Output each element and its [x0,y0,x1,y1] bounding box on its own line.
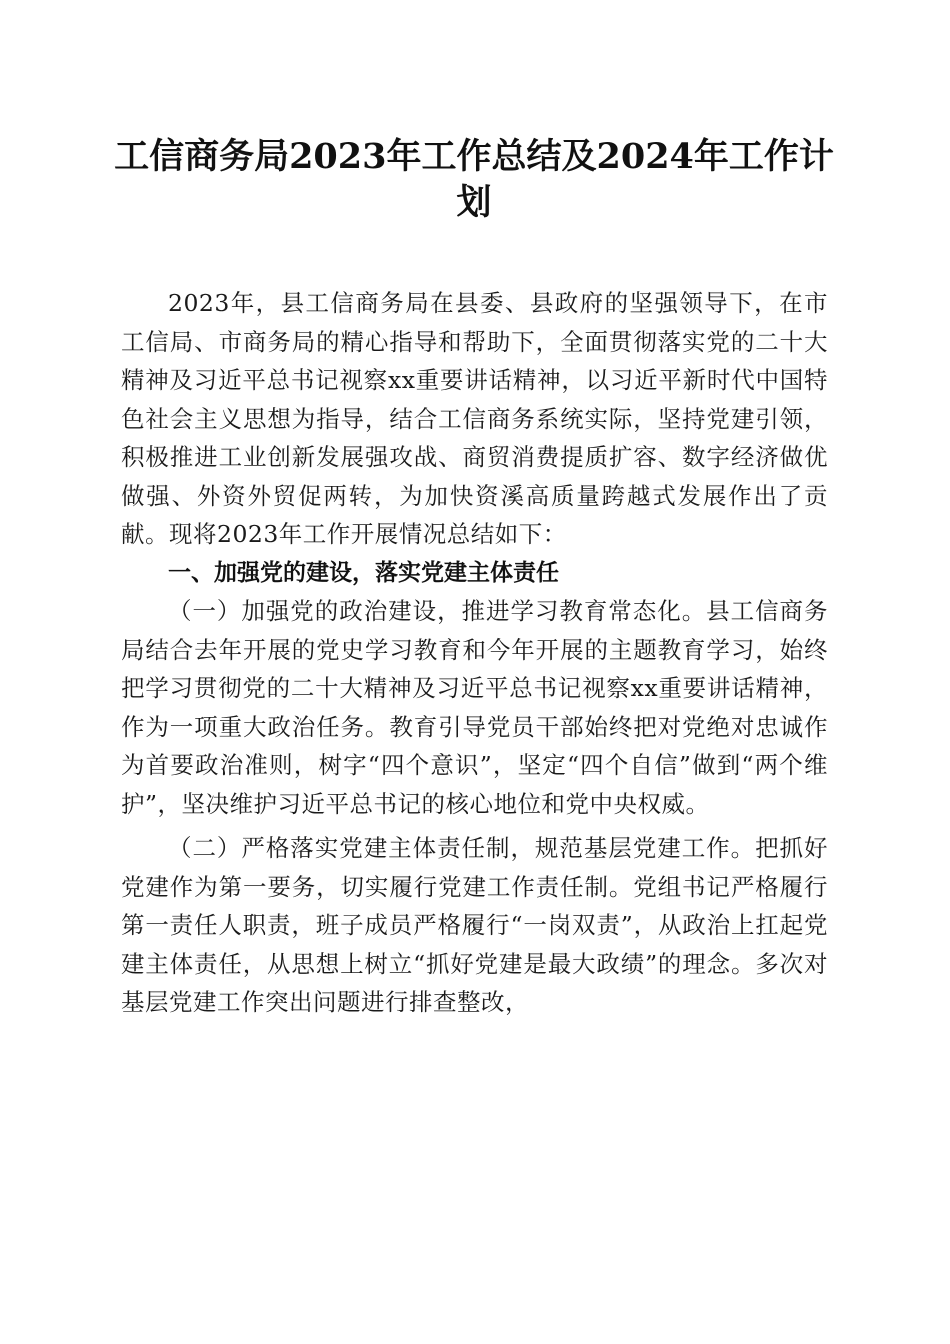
section-heading-1: 一、加强党的建设，落实党建主体责任 [168,559,559,586]
document-body [121,284,828,1022]
document-title: 工信商务局2023年工作总结及2024年工作计划 [114,136,834,223]
section1-paragraph-1: （一）加强党的政治建设，推进学习教育常态化。县工信商务局结合去年开展的党史学习教育和今年开展的主题教育学习，始终把学习贯彻党的二十大精神及习近平总书记视察xx重要讲话精神，作为一项重大政治任务。教育引导党员干部始终把对党绝对忠诚作为首要政治准则，树字“四个意识”，坚定“四个自信”做到“两个维护”，坚决维护习近平总书记的核心地位和党中央权威。 [121,597,828,818]
intro-paragraph: 2023年，县工信商务局在县委、县政府的坚强领导下，在市工信局、市商务局的精心指导和帮助下，全面贯彻落实党的二十大精神及习近平总书记视察xx重要讲话精神，以习近平新时代中国特色社会主义思想为指导，结合工信商务系统实际，坚持党建引领，积极推进工业创新发展强攻战、商贸消费提质扩容、数字经济做优做强、外资外贸促两转，为加快资溪高质量跨越式发展作出了贡献。现将2023年工作开展情况总结如下： [121,289,828,548]
section1-paragraph-2: （二）严格落实党建主体责任制，规范基层党建工作。把抓好党建作为第一要务，切实履行党建工作责任制。党组书记严格履行第一责任人职责，班子成员严格履行“一岗双责”，从政治上扛起党建主体责任，从思想上树立“抓好党建是最大政绩”的理念。多次对基层党建工作突出问题进行排查整改， [121,834,828,1016]
